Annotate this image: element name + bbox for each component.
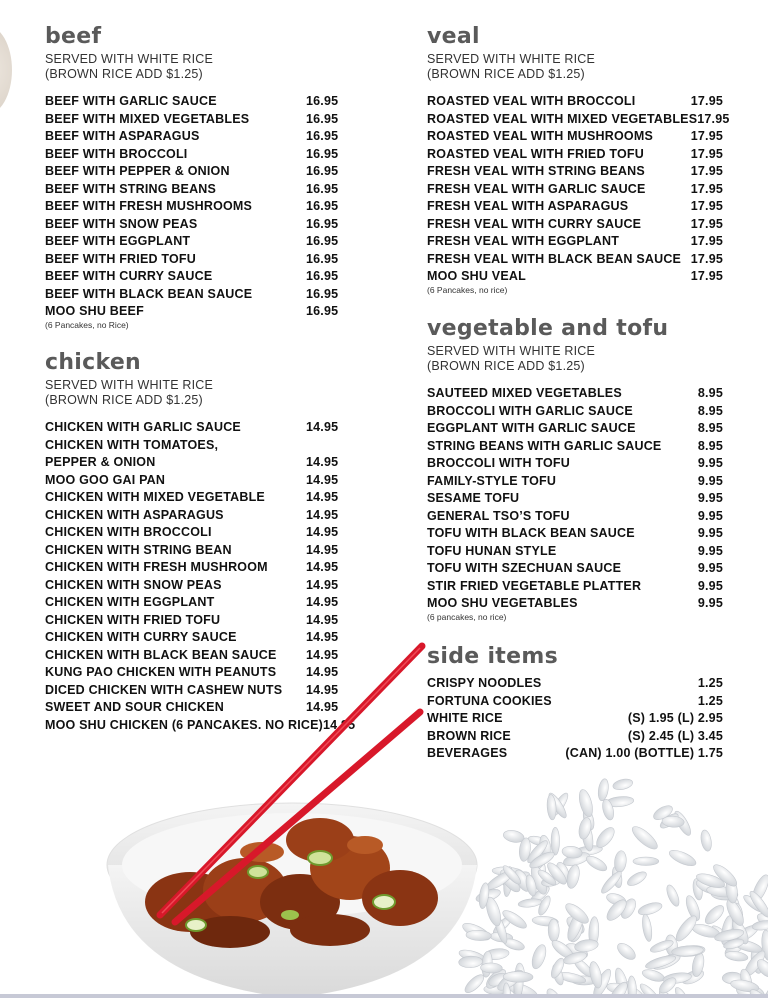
menu-item	[45, 438, 345, 456]
menu-item	[45, 129, 345, 147]
menu-item-name: CRISPY NOODLES	[427, 676, 542, 690]
bottom-band	[0, 994, 768, 998]
menu-item-price: 14.95	[306, 542, 339, 557]
menu-item	[427, 234, 723, 252]
rice-grain	[724, 950, 748, 962]
menu-item	[427, 386, 723, 404]
menu-item-name: CHICKEN WITH GARLIC SAUCE	[45, 420, 241, 434]
veal-served-note: SERVED WITH WHITE RICE	[427, 52, 596, 66]
menu-item-price: 14.95	[306, 490, 339, 504]
menu-item-price: (CAN) 1.00 (BOTTLE) 1.75	[565, 746, 723, 760]
menu-item-name: BEEF WITH BROCCOLI	[45, 146, 188, 161]
rice-grain	[584, 853, 609, 873]
rice-grain	[613, 850, 627, 873]
menu-item-price: 14.95	[306, 612, 339, 627]
menu-item-price: 14.95	[306, 525, 339, 539]
menu-item-name: SAUTEED MIXED VEGETABLES	[427, 386, 622, 400]
menu-item	[427, 526, 723, 544]
menu-item-name: BEEF WITH BLACK BEAN SAUCE	[45, 286, 253, 301]
menu-item-name: CHICKEN WITH FRESH MUSHROOM	[45, 560, 268, 574]
menu-item-price: 1.25	[697, 676, 723, 690]
vegetable-brown-rice-note: (BROWN RICE ADD $1.25)	[427, 359, 585, 373]
menu-item	[427, 217, 723, 235]
menu-item	[45, 578, 345, 596]
menu-item-name: GENERAL TSO’S TOFU	[427, 508, 570, 523]
rice-grain	[466, 930, 492, 942]
plate-edge-decoration	[0, 25, 12, 115]
menu-item	[45, 234, 345, 252]
menu-item-name: FRESH VEAL WITH CURRY SAUCE	[427, 216, 642, 231]
menu-item-name: ROASTED VEAL WITH MUSHROOMS	[427, 129, 654, 143]
menu-item-name: EGGPLANT WITH GARLIC SAUCE	[427, 421, 636, 435]
menu-item-name: FRESH VEAL WITH GARLIC SAUCE	[427, 181, 646, 196]
menu-item	[45, 252, 345, 270]
menu-item-name: STIR FRIED VEGETABLE PLATTER	[427, 578, 642, 593]
menu-item-price: 14.95	[306, 682, 339, 697]
menu-item	[427, 147, 723, 165]
menu-item	[427, 509, 723, 527]
menu-item-price: 17.95	[690, 94, 723, 108]
menu-item-price: 14.95	[306, 577, 339, 592]
menu-item-name: FORTUNA COOKIES	[427, 693, 552, 708]
rice-grain	[699, 829, 713, 852]
beef-section	[45, 24, 345, 330]
menu-item-name: CHICKEN WITH MIXED VEGETABLE	[45, 490, 265, 504]
menu-item	[427, 94, 723, 112]
menu-item-price: 9.95	[697, 526, 723, 540]
menu-item	[427, 404, 723, 422]
menu-item	[45, 182, 345, 200]
rice-grain	[625, 869, 648, 888]
menu-item-name: KUNG PAO CHICKEN WITH PEANUTS	[45, 665, 277, 679]
menu-item-name: BROWN RICE	[427, 728, 511, 743]
menu-item-name: FRESH VEAL WITH EGGPLANT	[427, 234, 620, 248]
rice-grain	[702, 902, 727, 927]
menu-item-price: 16.95	[306, 216, 339, 231]
menu-item-price: (S) 2.45 (L) 3.45	[627, 728, 723, 743]
menu-item-name: FAMILY-STYLE TOFU	[427, 473, 557, 488]
menu-item-name: CHICKEN WITH EGGPLANT	[45, 595, 215, 609]
menu-item	[45, 525, 345, 543]
menu-item-price: 16.95	[306, 129, 339, 143]
menu-item-price: 17.95	[690, 146, 723, 161]
menu-item-name: BEEF WITH FRIED TOFU	[45, 251, 196, 266]
menu-item-price: 9.95	[697, 543, 723, 558]
menu-item-name: TOFU WITH BLACK BEAN SAUCE	[427, 526, 635, 540]
menu-item-name: BEEF WITH FRESH MUSHROOMS	[45, 199, 253, 213]
menu-item-price: 14.95	[306, 560, 339, 574]
menu-item	[427, 182, 723, 200]
menu-item-name: BEEF WITH MIXED VEGETABLES	[45, 111, 250, 126]
menu-item	[45, 473, 345, 491]
menu-item	[45, 508, 345, 526]
menu-item	[45, 560, 345, 578]
menu-item-price: 8.95	[697, 421, 723, 435]
menu-item-name: SWEET AND SOUR CHICKEN	[45, 700, 224, 714]
menu-item-price: 14.95	[323, 717, 356, 732]
menu-item-price: 16.95	[306, 94, 339, 108]
menu-item-price: 16.95	[306, 199, 339, 213]
menu-item-name: FRESH VEAL WITH ASPARAGUS	[427, 199, 629, 213]
rice-grain	[612, 777, 634, 791]
menu-item	[427, 164, 723, 182]
menu-item-name: CHICKEN WITH ASPARAGUS	[45, 507, 224, 522]
menu-item-price: 16.95	[306, 181, 339, 196]
rice-grain	[458, 956, 482, 969]
menu-item	[45, 199, 345, 217]
menu-item-price: 17.95	[697, 111, 730, 126]
menu-item	[427, 252, 723, 270]
menu-item-price: 17.95	[690, 129, 723, 143]
menu-item-name: MOO GOO GAI PAN	[45, 472, 166, 487]
menu-item	[45, 164, 345, 182]
menu-item-price: 17.95	[690, 251, 723, 266]
beef-moo-shu-note: (6 Pancakes, no Rice)	[45, 319, 129, 330]
menu-item	[427, 579, 723, 597]
menu-item	[45, 147, 345, 165]
menu-item	[427, 456, 723, 474]
menu-item	[427, 544, 723, 562]
side-items-heading: side items	[427, 644, 558, 669]
beef-served-note: SERVED WITH WHITE RICE	[45, 52, 214, 66]
veal-moo-shu-note: (6 Pancakes, no rice)	[427, 284, 508, 295]
food-illustration-svg	[0, 640, 768, 998]
menu-item-price: 16.95	[306, 251, 339, 266]
veal-items	[427, 94, 730, 287]
rice-grain	[633, 857, 659, 865]
rice-grain	[462, 972, 486, 996]
menu-item	[45, 595, 345, 613]
menu-item-price: 16.95	[306, 164, 339, 178]
menu-item-price: 8.95	[697, 438, 723, 453]
menu-item-name: BEVERAGES	[427, 746, 508, 760]
menu-item	[427, 199, 723, 217]
menu-item-price: 9.95	[697, 456, 723, 470]
menu-item-price: (S) 1.95 (L) 2.95	[627, 711, 723, 725]
menu-item	[427, 421, 723, 439]
menu-item-name: CHICKEN WITH CURRY SAUCE	[45, 630, 237, 644]
menu-item	[427, 491, 723, 509]
beef-brown-rice-note: (BROWN RICE ADD $1.25)	[45, 67, 203, 81]
menu-item-name: BEEF WITH EGGPLANT	[45, 234, 191, 248]
menu-item-price: 16.95	[306, 146, 339, 161]
chicken-brown-rice-note: (BROWN RICE ADD $1.25)	[45, 393, 203, 407]
menu-item-price: 17.95	[690, 269, 723, 283]
chicken-heading: chicken	[45, 350, 142, 375]
menu-item-price: 14.95	[306, 507, 339, 522]
menu-item-name: FRESH VEAL WITH BLACK BEAN SAUCE	[427, 251, 682, 266]
menu-item-price: 9.95	[697, 596, 723, 610]
menu-item	[45, 420, 345, 438]
vegetable-served-note: SERVED WITH WHITE RICE	[427, 344, 596, 358]
menu-item	[45, 287, 345, 305]
rice-grain	[518, 898, 543, 909]
menu-item-price: 9.95	[697, 561, 723, 575]
menu-item-price: 17.95	[690, 199, 723, 213]
rice-grain	[629, 823, 660, 852]
menu-item-price: 14.95	[306, 647, 339, 662]
menu-item-name: PEPPER & ONION	[45, 455, 156, 469]
menu-item-price: 16.95	[306, 111, 339, 126]
menu-item-name: DICED CHICKEN WITH CASHEW NUTS	[45, 682, 283, 697]
beef-heading: beef	[45, 24, 102, 49]
menu-item-name: BEEF WITH GARLIC SAUCE	[45, 94, 217, 108]
menu-item-price: 14.95	[306, 455, 339, 469]
menu-item	[45, 455, 345, 473]
menu-item-name: BEEF WITH ASPARAGUS	[45, 129, 200, 143]
menu-item-price: 17.95	[690, 234, 723, 248]
menu-item-name: ROASTED VEAL WITH FRIED TOFU	[427, 146, 644, 161]
rice-grain	[667, 847, 698, 869]
menu-item-name: CHICKEN WITH TOMATOES,	[45, 437, 219, 452]
menu-item	[45, 217, 345, 235]
menu-item	[427, 111, 730, 130]
menu-item-price: 16.95	[306, 286, 339, 301]
menu-item-price: 1.25	[697, 693, 723, 708]
menu-item-name: STRING BEANS WITH GARLIC SAUCE	[427, 438, 662, 453]
menu-item-name: FRESH VEAL WITH STRING BEANS	[427, 164, 645, 178]
rice-grain	[597, 778, 610, 801]
menu-item-price: 9.95	[697, 473, 723, 488]
menu-item-name: TOFU HUNAN STYLE	[427, 543, 557, 558]
menu-item	[45, 94, 345, 112]
menu-item-name: CHICKEN WITH SNOW PEAS	[45, 577, 222, 592]
menu-item-price: 14.95	[306, 665, 339, 679]
menu-item-name: BEEF WITH SNOW PEAS	[45, 216, 198, 231]
vegetable-items	[427, 386, 727, 614]
rice-grain	[548, 919, 559, 942]
veal-brown-rice-note: (BROWN RICE ADD $1.25)	[427, 67, 585, 81]
menu-item	[45, 112, 345, 130]
vegetable-tofu-section	[427, 316, 727, 622]
menu-item-name: TOFU WITH SZECHUAN SAUCE	[427, 561, 622, 575]
veal-heading: veal	[427, 24, 480, 49]
vegetable-moo-shu-note: (6 pancakes, no rice)	[427, 611, 507, 622]
menu-item-price: 9.95	[697, 491, 723, 505]
rice-grain	[637, 900, 664, 917]
menu-item-name: WHITE RICE	[427, 711, 503, 725]
menu-item	[427, 561, 723, 579]
rice-grain	[641, 914, 654, 943]
rice-grain	[565, 864, 582, 890]
menu-item-name: BEEF WITH CURRY SAUCE	[45, 269, 213, 283]
menu-item-name: ROASTED VEAL WITH MIXED VEGETABLES	[427, 111, 698, 126]
menu-item-price: 8.95	[697, 403, 723, 418]
menu-item	[45, 269, 345, 287]
menu-item-name: BROCCOLI WITH GARLIC SAUCE	[427, 403, 633, 418]
menu-item	[427, 439, 723, 457]
menu-item	[45, 613, 345, 631]
menu-item-name: CHICKEN WITH STRING BEAN	[45, 542, 232, 557]
menu-item-name: MOO SHU CHICKEN (6 PANCAKES. NO RICE)	[45, 717, 324, 732]
menu-item-price: 9.95	[697, 508, 723, 523]
menu-item	[427, 474, 723, 492]
menu-item-price: 14.95	[306, 700, 339, 714]
menu-item-price: 9.95	[697, 578, 723, 593]
veal-section	[427, 24, 730, 295]
menu-item-name: CHICKEN WITH FRIED TOFU	[45, 612, 221, 627]
food-illustration	[0, 640, 768, 998]
vegetable-tofu-heading: vegetable and tofu	[427, 316, 669, 341]
menu-item-name: BROCCOLI WITH TOFU	[427, 456, 570, 470]
menu-item-price: 17.95	[690, 164, 723, 178]
menu-item-price: 8.95	[697, 386, 723, 400]
menu-item-price: 17.95	[690, 181, 723, 196]
menu-item-name: MOO SHU VEAL	[427, 269, 526, 283]
rice-grain	[529, 943, 548, 971]
menu-item	[45, 543, 345, 561]
menu-item-name: SESAME TOFU	[427, 491, 520, 505]
rice-grain	[551, 827, 559, 855]
menu-item-price: 17.95	[690, 216, 723, 231]
rice-grain	[503, 971, 533, 982]
rice-grain	[577, 788, 595, 818]
menu-item-price: 14.95	[306, 630, 339, 644]
chicken-served-note: SERVED WITH WHITE RICE	[45, 378, 214, 392]
menu-item-price: 14.95	[306, 595, 339, 609]
beef-items	[45, 94, 345, 322]
menu-item-name: BEEF WITH STRING BEANS	[45, 181, 217, 196]
menu-item	[45, 490, 345, 508]
menu-item-name: ROASTED VEAL WITH BROCCOLI	[427, 94, 636, 108]
menu-item-price: 16.95	[306, 304, 339, 318]
rice-pile	[458, 777, 768, 998]
rice-grain	[641, 967, 666, 983]
menu-item-name: MOO SHU BEEF	[45, 304, 144, 318]
menu-item-price: 16.95	[306, 234, 339, 248]
menu-item-price: 14.95	[306, 472, 339, 487]
menu-item-name: CHICKEN WITH BROCCOLI	[45, 525, 212, 539]
menu-item-name: CHICKEN WITH BLACK BEAN SAUCE	[45, 647, 277, 662]
rice-grain	[615, 940, 639, 962]
menu-item-name: BEEF WITH PEPPER & ONION	[45, 164, 230, 178]
rice-grain	[664, 883, 681, 908]
menu-item-price: 14.95	[306, 420, 339, 434]
menu-item-name: MOO SHU VEGETABLES	[427, 596, 578, 610]
menu-item-price: 16.95	[306, 269, 339, 283]
menu-item	[427, 129, 723, 147]
